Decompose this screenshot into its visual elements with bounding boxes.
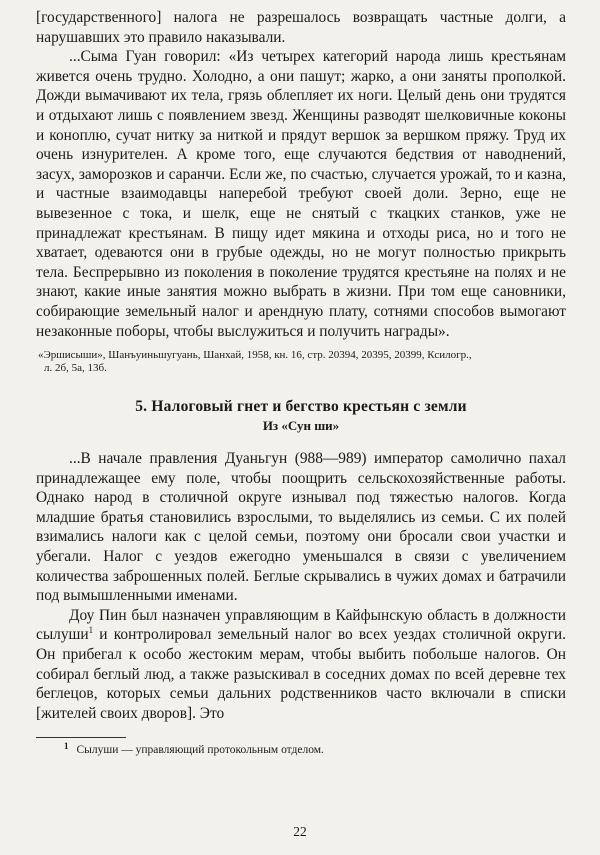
footnote-divider xyxy=(36,737,126,738)
footnote-text: Сылуши — управляющий протокольным отделом. xyxy=(76,744,324,757)
paragraph-continuation: [государственного] налога не разрешалось возвращать частные долги, а нарушавших это правило наказывали. xyxy=(36,9,566,46)
page-number: 22 xyxy=(293,824,307,839)
book-page xyxy=(36,8,566,757)
footnote-mark: 1 xyxy=(64,740,69,751)
paragraph-dou-ping xyxy=(36,606,566,724)
section-heading: 5. Налоговый гнет и бегство крестьян с земли xyxy=(135,398,467,416)
paragraph-duangong: ...В начале правления Дуаньгун (988—989) император самолично пахал принадлежащее ему поле, чтобы поощрить сельскохозяйственные работы. Однако народ в столичной округе изнывал под тяжестью налогов. Когда младшие братья становились взрослыми, то выделялись из семьи. С их полей взимались налоги как с целой семьи, поэтому они бросали свои участки и убегали. Налог с уездов ежегодно уменьшался в связи с увеличением количества заброшенных полей. Беглые скрывались в чужих домах и батрачили под вымышленными именами. xyxy=(36,450,566,605)
footnote xyxy=(36,740,566,757)
citation-line-2: л. 2б, 5а, 13б. xyxy=(44,362,107,375)
source-citation xyxy=(36,349,566,375)
citation-line-1: «Эршисыши», Шанъуиньшугуань, Шанхай, 1958, кн. 16, стр. 20394, 20395, 20399, Ксилогр., xyxy=(38,349,472,362)
paragraph-dou-ping-start: Доу Пин был назначен управляющим в Кайфынскую область в должности сылуши xyxy=(36,606,566,644)
paragraph-dou-ping-rest: и контролировал земельный налог во всех уездах столичной округи. Он прибегал к особо жестоким мерам, чтобы выбить побольше налогов. Он собирал беглый люд, а также разыскивал в соседних домах по всей деревне тех беглецов, которых семьи дальних родственников часто включали в списки [жителей своих дворов]. Это xyxy=(36,626,566,722)
section-subheading: Из «Сун ши» xyxy=(262,418,340,434)
paragraph-sima-guan-quote: ...Сыма Гуан говорил: «Из четырех категорий народа лишь крестьянам живется очень трудно. Холодно, а они пашут; жарко, а они заняты прополкой. Дожди вымачивают их тела, грязь облепляет их ноги. Целый день они трудятся и отдыхают лишь с появлением звезд. Женщины разводят шелковичные коконы и коноплю, сучат нитку за ниткой и прядут вершок за вершком пряжу. Труд их очень изнурителен. А кроме того, еще случаются бедствия от наводнений, засух, заморозков и саранчи. Если же, по счастью, случается урожай, то и казна, и частные взаимодавцы наперебой требуют своей доли. Зерно, еще не вывезенное с тока, и шелк, еще не снятый с ткацких станков, уже не принадлежат крестьянам. В пищу идет мякина и отходы риса, но и того не хватает, одеваются они в грубые одежды, но не могут полностью прикрыть тела. Беспрерывно из поколения в поколение трудятся крестьяне на полях и не знают, какие иные занятия можно выбрать в жизни. При том еще сановники, собирающие земельный налог и арендную плату, сотнями способов вымогают незаконные поборы, чтобы выслужиться и получить награды». xyxy=(36,48,566,340)
footnote-reference: 1 xyxy=(88,625,94,636)
